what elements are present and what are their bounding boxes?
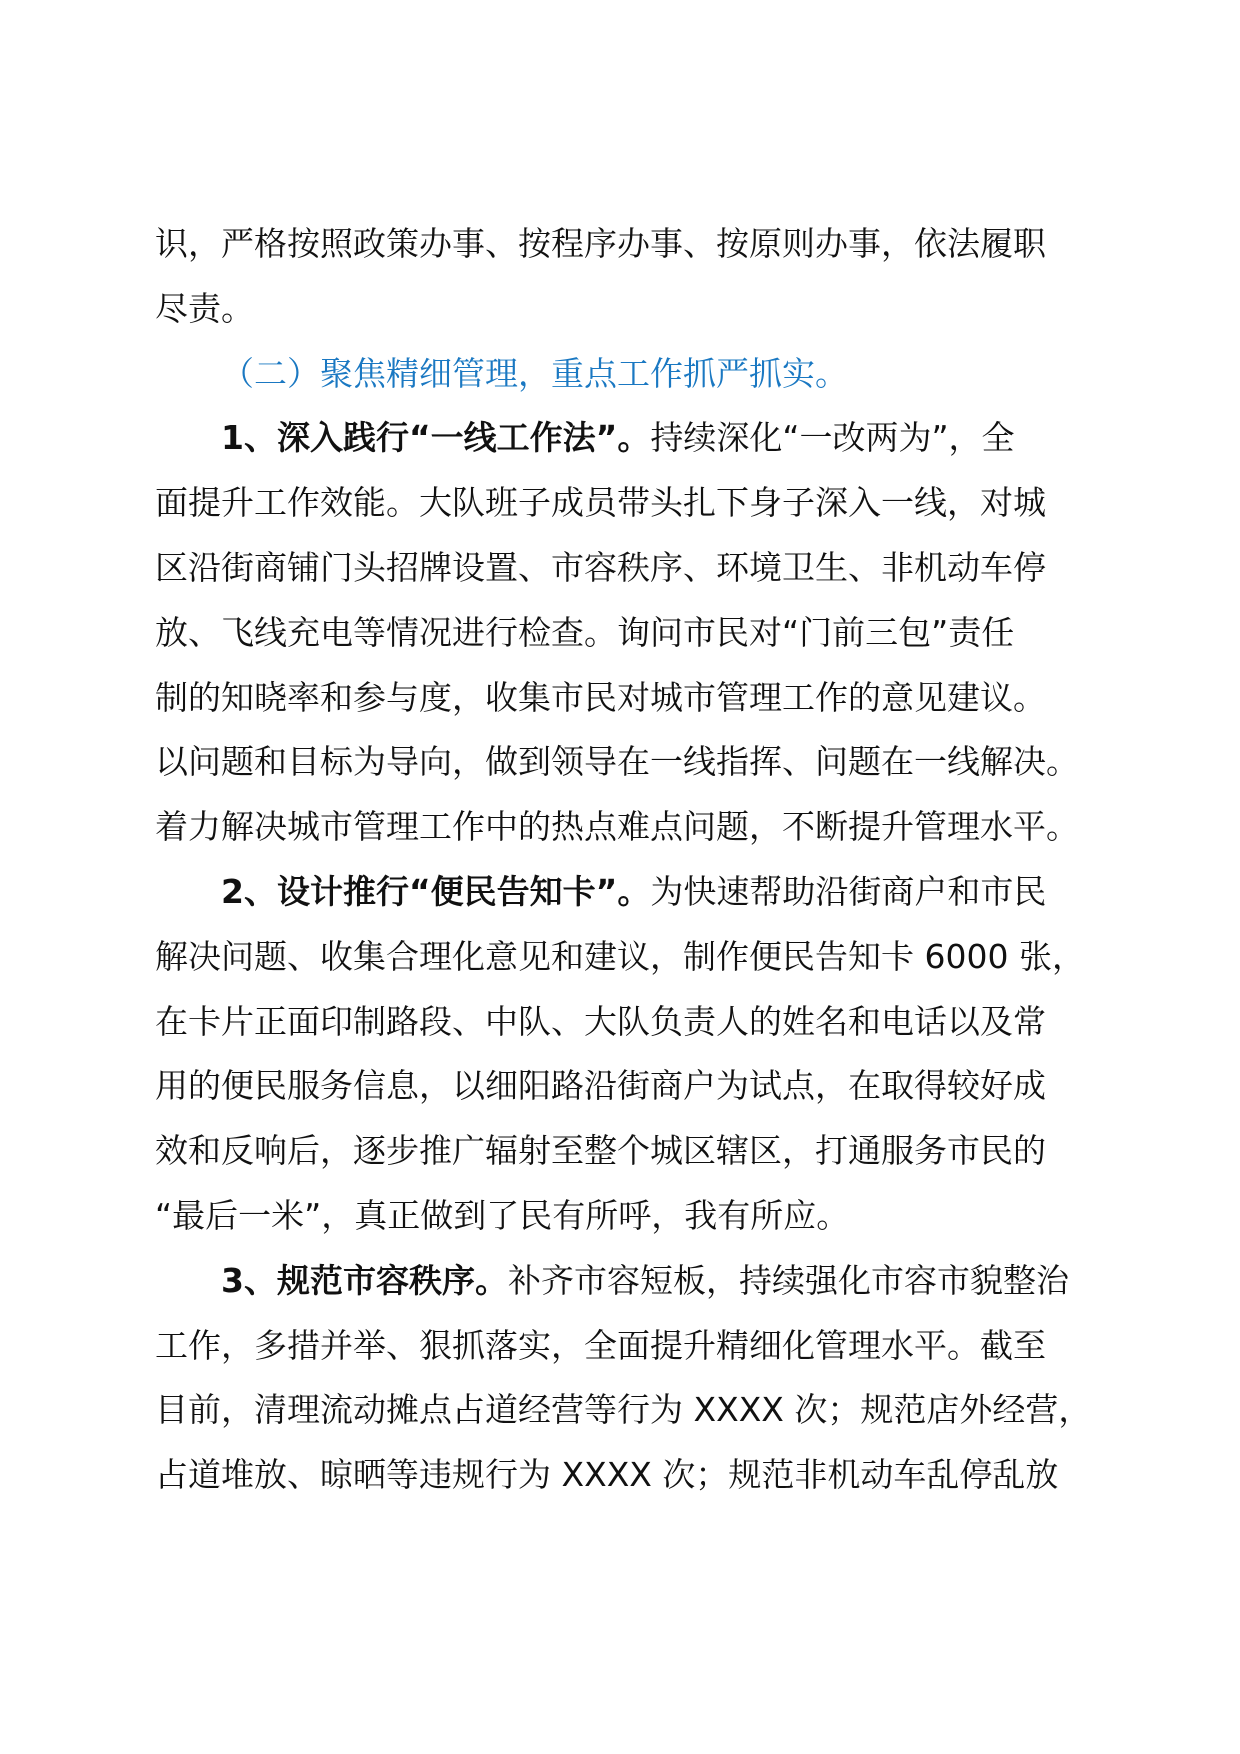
body-line: 尽责。 — [155, 288, 254, 328]
body-line: 工作，多措并举、狠抓落实，全面提升精细化管理水平。截至 — [155, 1325, 1046, 1365]
body-line: “最后一米”，真正做到了民有所呼，我有所应。 — [155, 1195, 850, 1235]
body-line: 占道堆放、晾晒等违规行为 XXXX 次；规范非机动车乱停乱放 — [155, 1455, 1059, 1495]
body-line: 解决问题、收集合理化意见和建议，制作便民告知卡 6000 张， — [155, 936, 1085, 976]
document-body — [155, 212, 1135, 1508]
body-line: 着力解决城市管理工作中的热点难点问题，不断提升管理水平。 — [155, 807, 1079, 847]
item-1-first-line — [155, 406, 1135, 471]
item-3-first-line — [155, 1249, 1135, 1314]
body-line: 区沿街商铺门头招牌设置、市容秩序、环境卫生、非机动车停 — [155, 547, 1046, 587]
item-1-text: 持续深化“一改两为”，全 — [650, 418, 1015, 458]
body-line: 目前，清理流动摊点占道经营等行为 XXXX 次；规范店外经营， — [155, 1390, 1092, 1430]
body-line: 放、飞线充电等情况进行检查。询问市民对“门前三包”责任 — [155, 612, 1015, 652]
item-3-title: 3、规范市容秩序。 — [221, 1260, 508, 1300]
body-line: 识，严格按照政策办事、按程序办事、按原则办事，依法履职 — [155, 224, 1046, 263]
body-line: 效和反响后，逐步推广辐射至整个城区辖区，打通服务市民的 — [155, 1131, 1046, 1171]
body-line: 面提升工作效能。大队班子成员带头扎下身子深入一线，对城 — [155, 483, 1046, 523]
section-heading: （二）聚焦精细管理，重点工作抓严抓实。 — [221, 353, 848, 393]
item-2-title: 2、设计推行“便民告知卡”。 — [221, 871, 651, 911]
body-line: 在卡片正面印制路段、中队、大队负责人的姓名和电话以及常 — [155, 1001, 1046, 1041]
item-2-text: 为快速帮助沿街商户和市民 — [650, 871, 1047, 911]
body-line: 制的知晓率和参与度，收集市民对城市管理工作的意见建议。 — [155, 677, 1046, 717]
item-1-title: 1、深入践行“一线工作法”。 — [221, 418, 651, 458]
item-2-first-line — [155, 860, 1135, 925]
body-line: 用的便民服务信息，以细阳路沿街商户为试点，在取得较好成 — [155, 1066, 1046, 1106]
body-line: 以问题和目标为导向，做到领导在一线指挥、问题在一线解决。 — [155, 742, 1079, 782]
item-3-text: 补齐市容短板，持续强化市容市貌整治 — [507, 1260, 1069, 1300]
